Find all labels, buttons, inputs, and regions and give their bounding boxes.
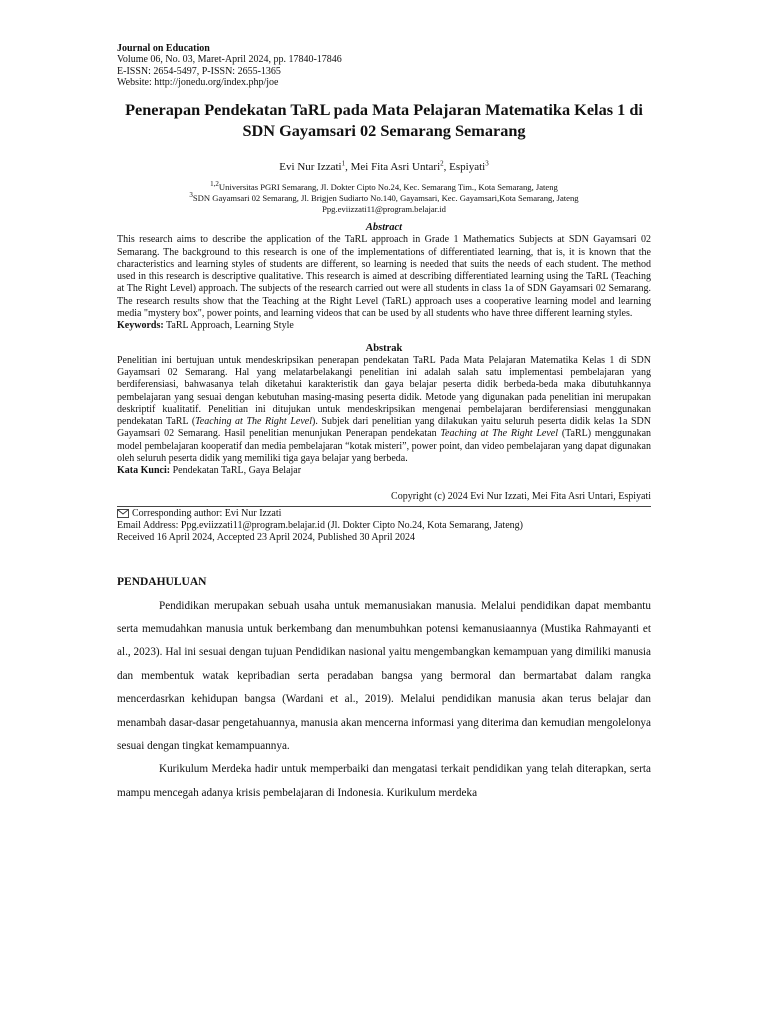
keywords [117, 320, 651, 332]
journal-name: Journal on Education [117, 43, 210, 54]
author-name: Evi Nur Izzati [279, 160, 342, 173]
abstrak-italic: Teaching at The Right Level [440, 428, 559, 440]
journal-header [117, 43, 651, 89]
abstrak-text: ). Subjek dari penelitian yang dilakukan yaitu seluruh peserta didik kelas 1a SDN Gayamsari 02 Semarang. Hasil penelitian menunjukan Penerapan pendekatan [117, 416, 651, 440]
abstrak-text: Penelitian ini bertujuan untuk mendeskripsikan penerapan pendekatan TaRL Pada Mata Pelajaran Matematika Kelas 1 di SDN Gayamsari 02 Semarang. Hal yang melatarbelakangi penelitian ini adalah salah satu implementasi pembelajaran yang berdiferensiasi, bahwasanya telah diketahui karakteristik dan gaya belajar peserta didik berbeda-beda maka dibutuhkannya pembelajaran yang sesuai dengan kebutuhan masing-masing peserta didik. Metode yang digunakan pada penelitian ini merupakan deskriptif kualitatif. Penelitian ini ditujukan untuk mendeskripsikan mengenai pembelajaran berdiferensiasi menggunakan pendekatan TaRL ( [117, 354, 651, 428]
journal-volume: Volume 06, No. 03, Maret-April 2024, pp. 17840-17846 [117, 54, 342, 66]
kata-kunci [117, 465, 651, 477]
abstrak-body [117, 355, 651, 466]
divider [117, 506, 651, 507]
abstrak-italic: Teaching at The Right Level [195, 416, 312, 428]
envelope-icon [117, 509, 129, 518]
abstrak-heading: Abstrak [365, 342, 403, 354]
corresponding-author [117, 508, 651, 520]
paper-page [117, 43, 651, 805]
affiliation-mark: 3 [189, 190, 193, 199]
abstract-body: This research aims to describe the application of the TaRL approach in Grade 1 Mathematics Subjects at SDN Gayamsari 02 Semarang. The background to this research is one of the implementations of differentiated learning, that is, it is known that the characteristics and learning styles of students are different, so learning is needed that suits the needs of each student. The method used in this research is descriptive qualitative. This research is aimed at describing differentiated learning using the TaRL (Teaching at The Right Level) approach. The subjects of the research carried out were all students in class 1a of SDN Gayamsari 02 Semarang. The research results show that the Teaching at the Right Level (TaRL) approach uses a cooperative learning model and learning media "mystery box", power points, and learning videos that can be used by all students who have three different learning styles. [117, 234, 651, 320]
body-paragraph: Pendidikan merupakan sebuah usaha untuk memanusiakan manusia. Melalui pendidikan dapat membantu serta memudahkan manusia untuk berkembang dan menumbuhkan potensi kemanusiaannya (Mustika Rahmayanti et al., 2023). Hal ini sesuai dengan tujuan Pendidikan nasional yaitu mengembangkan kemampuan yang dimiliki manusia dan membentuk watak kepribadian serta peradaban bangsa yang bermoral dan bermartabat dalam rangka mencerdasrkan kehidupan bangsa (Wardani et al., 2019). Melalui pendidikan manusia akan terus belajar dan menambah dasar-dasar pengetahuannya, manusia akan mencerna informasi yang diterima dan kemudian mengolelonya sesuai dengan tingkat kemampuannya. [117, 599, 651, 753]
affiliation-mark: 1,2 [210, 179, 219, 188]
affiliation-line [117, 179, 651, 193]
affiliations [117, 179, 651, 216]
journal-issn: E-ISSN: 2654-5497, P-ISSN: 2655-1365 [117, 65, 281, 77]
affiliation-text: Universitas PGRI Semarang, Jl. Dokter Cipto No.24, Kec. Semarang Tim., Kota Semarang, Jateng [218, 181, 558, 192]
publication-dates: Received 16 April 2024, Accepted 23 April 2024, Published 30 April 2024 [117, 532, 416, 544]
kata-kunci-text: Pendekatan TaRL, Gaya Belajar [172, 465, 302, 477]
copyright-line: Copyright (c) 2024 Evi Nur Izzati, Mei Fita Asri Untari, Espiyati [391, 490, 651, 502]
paper-title: Penerapan Pendekatan TaRL pada Mata Pelajaran Matematika Kelas 1 di SDN Gayamsari 02 Semarang Semarang [125, 99, 643, 140]
keywords-label: Keywords: [117, 320, 164, 332]
author-name: Mei Fita Asri Untari [350, 160, 441, 173]
corresponding-author-text: Corresponding author: Evi Nur Izzati [132, 507, 282, 519]
author-name: Espiyati [449, 160, 486, 173]
body-paragraph: Kurikulum Merdeka hadir untuk memperbaiki dan mengatasi terkait pendidikan yang telah diterapkan, serta mampu mencegah adanya krisis pembelajaran di Indonesia. Kurikulum merdeka [117, 763, 651, 799]
affiliation-text: SDN Gayamsari 02 Semarang, Jl. Brigjen Sudiarto No.140, Gayamsari, Kec. Gayamsari,Kota Semarang, Jateng [192, 192, 579, 203]
author-list: Evi Nur Izzati$^1$, Mei Fita Asri Untari$^2$, Espiyati$^3$ [279, 158, 489, 173]
author-affiliation-mark: 3 [485, 158, 489, 167]
affiliation-line [117, 190, 651, 204]
kata-kunci-label: Kata Kunci: [117, 465, 171, 477]
email-address: Email Address: Ppg.eviizzati11@program.belajar.id (Jl. Dokter Cipto No.24, Kota Semarang, Jateng) [117, 519, 523, 531]
abstract-heading: Abstract [365, 222, 403, 234]
affiliation-email[interactable]: Ppg.eviizzati11@program.belajar.id [322, 204, 446, 215]
abstrak-text: (TaRL) menggunakan model pembelajaran kooperatif dan media pembelajaran “kotak misteri”, power point, dan video pembelajaran yang dapat digunakan oleh seluruh peserta didik yang memiliki tiga gaya belajar yang berbeda. [117, 428, 652, 464]
section-heading: PENDAHULUAN [117, 575, 207, 588]
author-affiliation-mark: 1 [341, 158, 346, 167]
keywords-text: TaRL Approach, Learning Style [166, 320, 294, 332]
journal-website[interactable]: Website: http://jonedu.org/index.php/joe [117, 77, 279, 89]
author-affiliation-mark: 2 [440, 158, 444, 167]
